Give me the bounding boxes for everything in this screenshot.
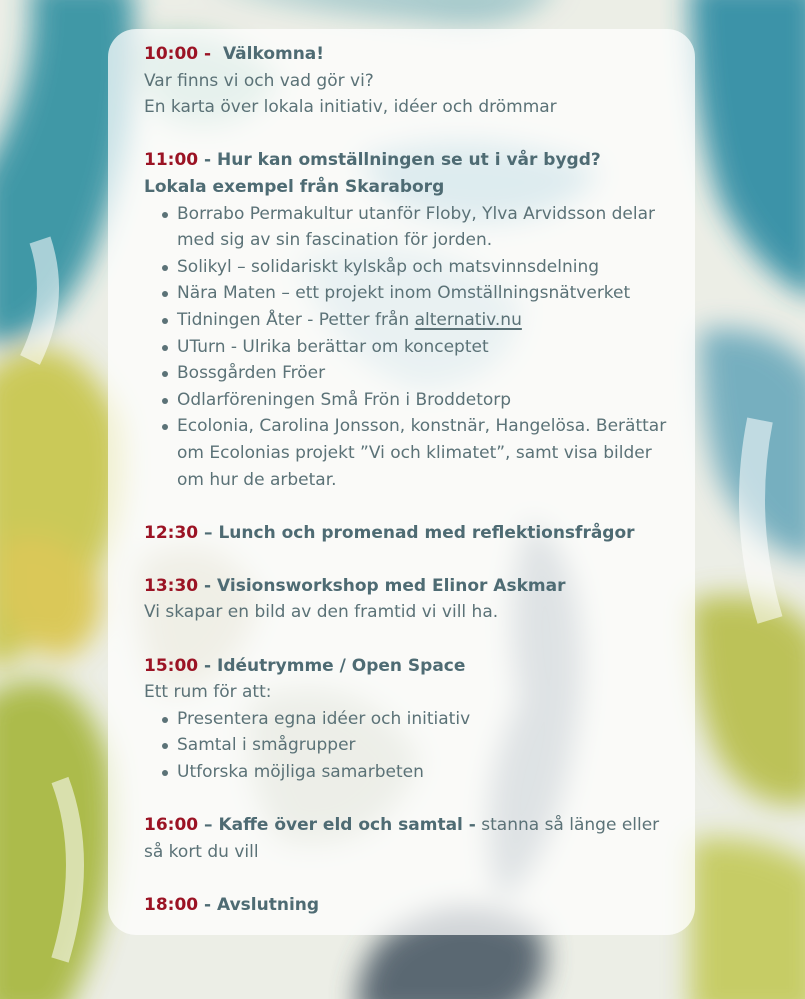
section-1600 — [144, 812, 671, 865]
time-separator: - — [198, 655, 218, 676]
section-text: stanna så länge eller så kort du vill — [144, 815, 660, 862]
list-item: Ecolonia, Carolina Jonsson, konstnär, Hangelösa. Berättar om Ecolonias projekt ”Vi och klimatet”, samt visa bilder om hur de arbetar. — [177, 413, 671, 493]
alternativ-link[interactable]: alternativ.nu — [414, 309, 522, 330]
section-subtitle: Lokala exempel från Skaraborg — [144, 176, 445, 197]
section-text: Var finns vi och vad gör vi? — [144, 70, 374, 91]
list-item: Utforska möjliga samarbeten — [177, 759, 671, 786]
section-1000 — [144, 41, 671, 121]
section-heading — [144, 892, 671, 919]
section-1500 — [144, 653, 671, 786]
time-separator: - — [198, 895, 218, 915]
section-heading — [144, 573, 671, 600]
time-label: 11:00 — [144, 150, 199, 171]
list-item: Solikyl – solidariskt kylskåp och matsvinnsdelning — [177, 254, 671, 281]
section-heading — [144, 520, 671, 547]
section-1100 — [144, 147, 671, 493]
section-title: Kaffe över eld och samtal - — [218, 815, 476, 836]
section-title: Hur kan omställningen se ut i vår bygd? — [217, 150, 601, 171]
section-title: Visionsworkshop med Elinor Askmar — [217, 575, 566, 596]
section-text: Ett rum för att: — [144, 682, 272, 703]
section-title: Avslutning — [217, 895, 320, 915]
list-item: Nära Maten – ett projekt inom Omställningsnätverket — [177, 280, 671, 307]
section-text: En karta över lokala initiativ, idéer och drömmar — [144, 97, 557, 118]
section-heading — [144, 812, 671, 865]
section-title: Lunch och promenad med reflektionsfrågor — [218, 522, 635, 543]
time-separator: - — [198, 575, 218, 596]
section-heading — [144, 147, 671, 174]
section-1800 — [144, 892, 671, 919]
examples-list — [144, 201, 671, 494]
section-1330 — [144, 573, 671, 626]
time-label: 15:00 — [144, 655, 199, 676]
list-item: UTurn - Ulrika berättar om konceptet — [177, 334, 671, 361]
schedule-card — [108, 29, 695, 935]
list-item: Odlarföreningen Små Frön i Broddetorp — [177, 387, 671, 414]
section-heading — [144, 41, 671, 68]
time-label: 10:00 — [144, 44, 199, 64]
time-label: 16:00 — [144, 815, 199, 836]
time-label: 13:30 — [144, 575, 199, 596]
list-item: Samtal i smågrupper — [177, 732, 671, 759]
section-text: Vi skapar en bild av den framtid vi vill ha. — [144, 602, 499, 623]
section-heading — [144, 653, 671, 680]
time-separator: - — [198, 150, 218, 171]
time-separator: – — [198, 522, 219, 543]
list-item: Borrabo Permakultur utanför Floby, Ylva Arvidsson delar med sig av sin fascination för jorden. — [177, 201, 671, 254]
time-separator: – — [198, 815, 219, 836]
list-item — [177, 307, 671, 334]
section-title: Idéutrymme / Open Space — [217, 655, 466, 676]
section-1230 — [144, 520, 671, 547]
time-label: 18:00 — [144, 895, 199, 915]
section-title: Välkomna! — [222, 44, 325, 64]
open-space-list — [144, 706, 671, 786]
time-separator: - — [198, 44, 223, 64]
list-item: Presentera egna idéer och initiativ — [177, 706, 671, 733]
list-item: Bossgården Fröer — [177, 360, 671, 387]
list-item-text: Tidningen Åter - Petter från — [177, 309, 415, 330]
time-label: 12:30 — [144, 522, 199, 543]
